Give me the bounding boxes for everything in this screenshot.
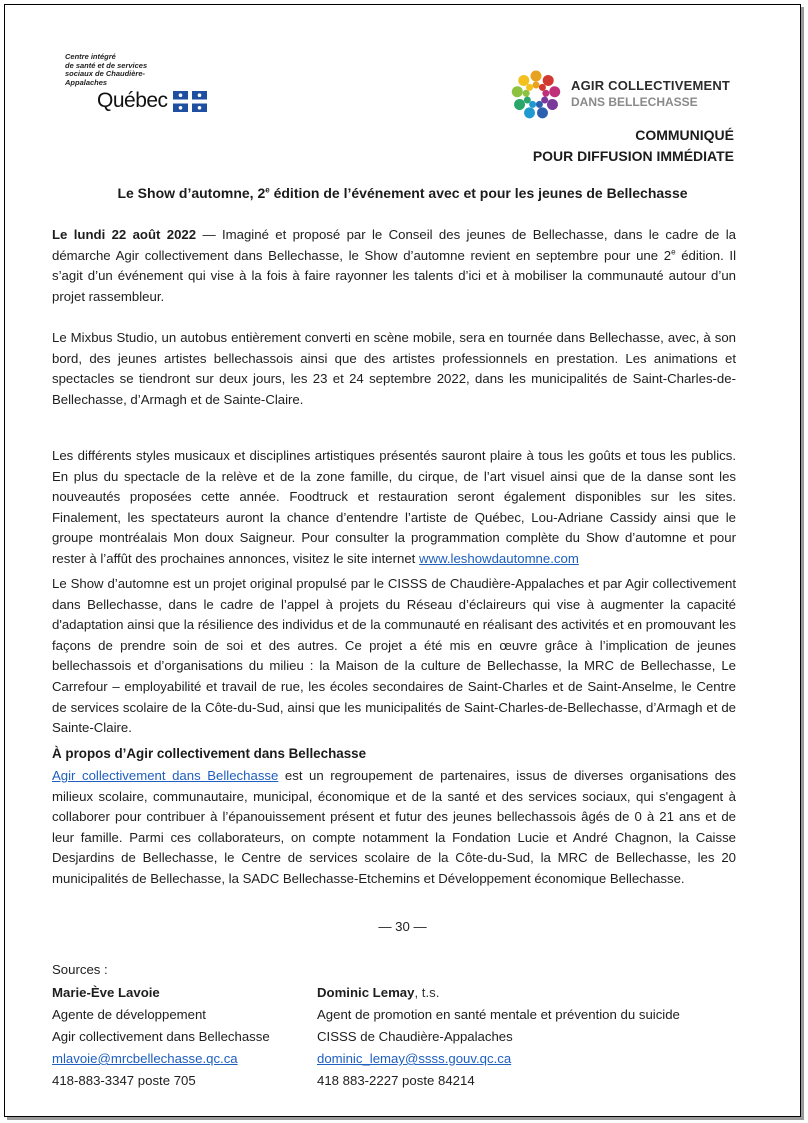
quebec-flag-icon: [173, 91, 207, 112]
contact-email-link[interactable]: dominic_lemay@ssss.gouv.qc.ca: [317, 1051, 512, 1066]
website-link[interactable]: www.leshowdautomne.com: [419, 550, 579, 566]
contact-role: Agente de développement: [52, 1007, 206, 1022]
contact-phone: 418 883-2227 poste 84214: [317, 1073, 475, 1088]
sources-label: Sources :: [52, 962, 108, 977]
contact-org: Agir collectivement dans Bellechasse: [52, 1029, 270, 1044]
contact-name: Dominic Lemay: [317, 985, 415, 1000]
contact-org: CISSS de Chaudière-Appalaches: [317, 1029, 513, 1044]
quebec-wordmark-row: [97, 89, 207, 113]
release-date: Le lundi 22 août 2022: [52, 227, 197, 242]
paragraph-about: Agir collectivement dans Bellechasse est un regroupement de partenaires, issus de diverses organisations des milieux scolaire, communautaire, municipal, économique et de la santé et des services sociaux, qui s'engagent à collaborer pour contribuer à l’épanouissement présent et futur des jeunes bellechassois âgés de 0 à 21 ans et de leur famille. Parmi ces collaborateurs, on compte notamment la Fondation Lucie et André Chagnon, la Caisse Desjardins de Bellechasse, le Centre de services scolaire de la Côte-du-Sud, la MRC de Bellechasse, les 20 municipalités de Bellechasse, la SADC Bellechasse-Etchemins et Développement économique Bellechasse.: [52, 768, 736, 886]
about-heading: À propos d’Agir collectivement dans Bellechasse: [52, 746, 367, 761]
paragraph-program: Les différents styles musicaux et disciplines artistiques présentés sauront plaire à tous les goûts et tous les publics. En plus du spectacle de la relève et de la zone famille, du cirque, de l’art visuel ainsi que de la danse sont les nouveautés proposées cette année. Foodtruck et restauration seront également disponibles sur les sites. Finalement, les spectateurs auront la chance d’entendre l’artiste de Québec, Lou-Adriane Cassidy ainsi que le groupe montréalais Mon doux Saigneur. Pour consulter la programmation complète du Show d’automne et pour rester à l’affût des prochaines annonces, visitez le site internet www.leshowdautomne.com: [52, 448, 736, 566]
paragraph-project: Le Show d’automne est un projet original propulsé par le CISSS de Chaudière-Appalaches et par Agir collectivement dans Bellechasse, dans le cadre de l’appel à projets du Réseau d’éclaireurs qui vise à augmenter la capacité d'adaptation ainsi que la résilience des individus et de la communauté en réalisant des activités et en promouvant les façons de prendre soin de soi et des autres. Ce projet a été mis en œuvre grâce à l’implication de jeunes bellechassois et d’organisations du milieu : la Maison de la culture de Bellechasse, la MRC de Bellechasse, Le Carrefour – employabilité et travail de rue, les écoles secondaires de Saint-Charles et de Saint-Anselme, le Centre de services scolaire de la Côte-du-Sud, ainsi que les municipalités de Saint-Charles-de-Bellechasse, d’Armagh et de Sainte-Claire.: [52, 576, 736, 736]
logo-title: AGIR COLLECTIVEMENT: [571, 78, 731, 93]
quebec-wordmark: Québec: [97, 89, 168, 112]
agir-collectivement-logo: [509, 68, 749, 126]
contact-credential: , t.s.: [414, 985, 440, 1000]
end-marker: — 30 —: [378, 919, 427, 934]
release-type: COMMUNIQUÉ POUR DIFFUSION IMMÉDIATE: [532, 127, 734, 164]
press-release-page: [4, 4, 801, 1117]
contact-email-link[interactable]: mlavoie@mrcbellechasse.qc.ca: [52, 1051, 238, 1066]
logo-subtitle: DANS BELLECHASSE: [571, 95, 698, 109]
contact-1: [52, 982, 270, 1092]
paragraph-intro: Le lundi 22 août 2022 — Imaginé et proposé par le Conseil des jeunes de Bellechasse, dans le cadre de la démarche Agir collectivement dans Bellechasse, le Show d’automne revient en septembre pour une 2e édition. Il s’agit d’un événement qui vise à la fois à faire rayonner les talents d’ici et à mobiliser la communauté autour d’un projet rassembleur.: [52, 227, 737, 304]
contact-role: Agent de promotion en santé mentale et prévention du suicide: [317, 1007, 680, 1022]
press-release-title: Le Show d’automne, 2e édition de l’événement avec et pour les jeunes de Bellechasse: [117, 185, 688, 201]
contact-name-row: [317, 982, 680, 1004]
contact-phone: 418-883-3347 poste 705: [52, 1073, 196, 1088]
paragraph-mixbus: Le Mixbus Studio, un autobus entièrement converti en scène mobile, sera en tournée dans Bellechasse, avec, à son bord, des jeunes artistes bellechassois ainsi que des artistes professionnels en prestation. Les animations et spectacles se tiendront sur deux jours, les 23 et 24 septembre 2022, dans les municipalités de Saint-Charles-de-Bellechasse, d’Armagh et de Sainte-Claire.: [52, 330, 736, 407]
contact-2: [317, 982, 680, 1092]
people-circle-icon: [509, 68, 563, 122]
cisss-org-name: Centre intégré de santé et de services sociaux de Chaudière- Appalaches: [65, 52, 148, 87]
agir-collectivement-link[interactable]: Agir collectivement dans Bellechasse: [52, 768, 279, 783]
contact-name: Marie-Ève Lavoie: [52, 985, 160, 1000]
cisss-logo: [65, 53, 235, 115]
